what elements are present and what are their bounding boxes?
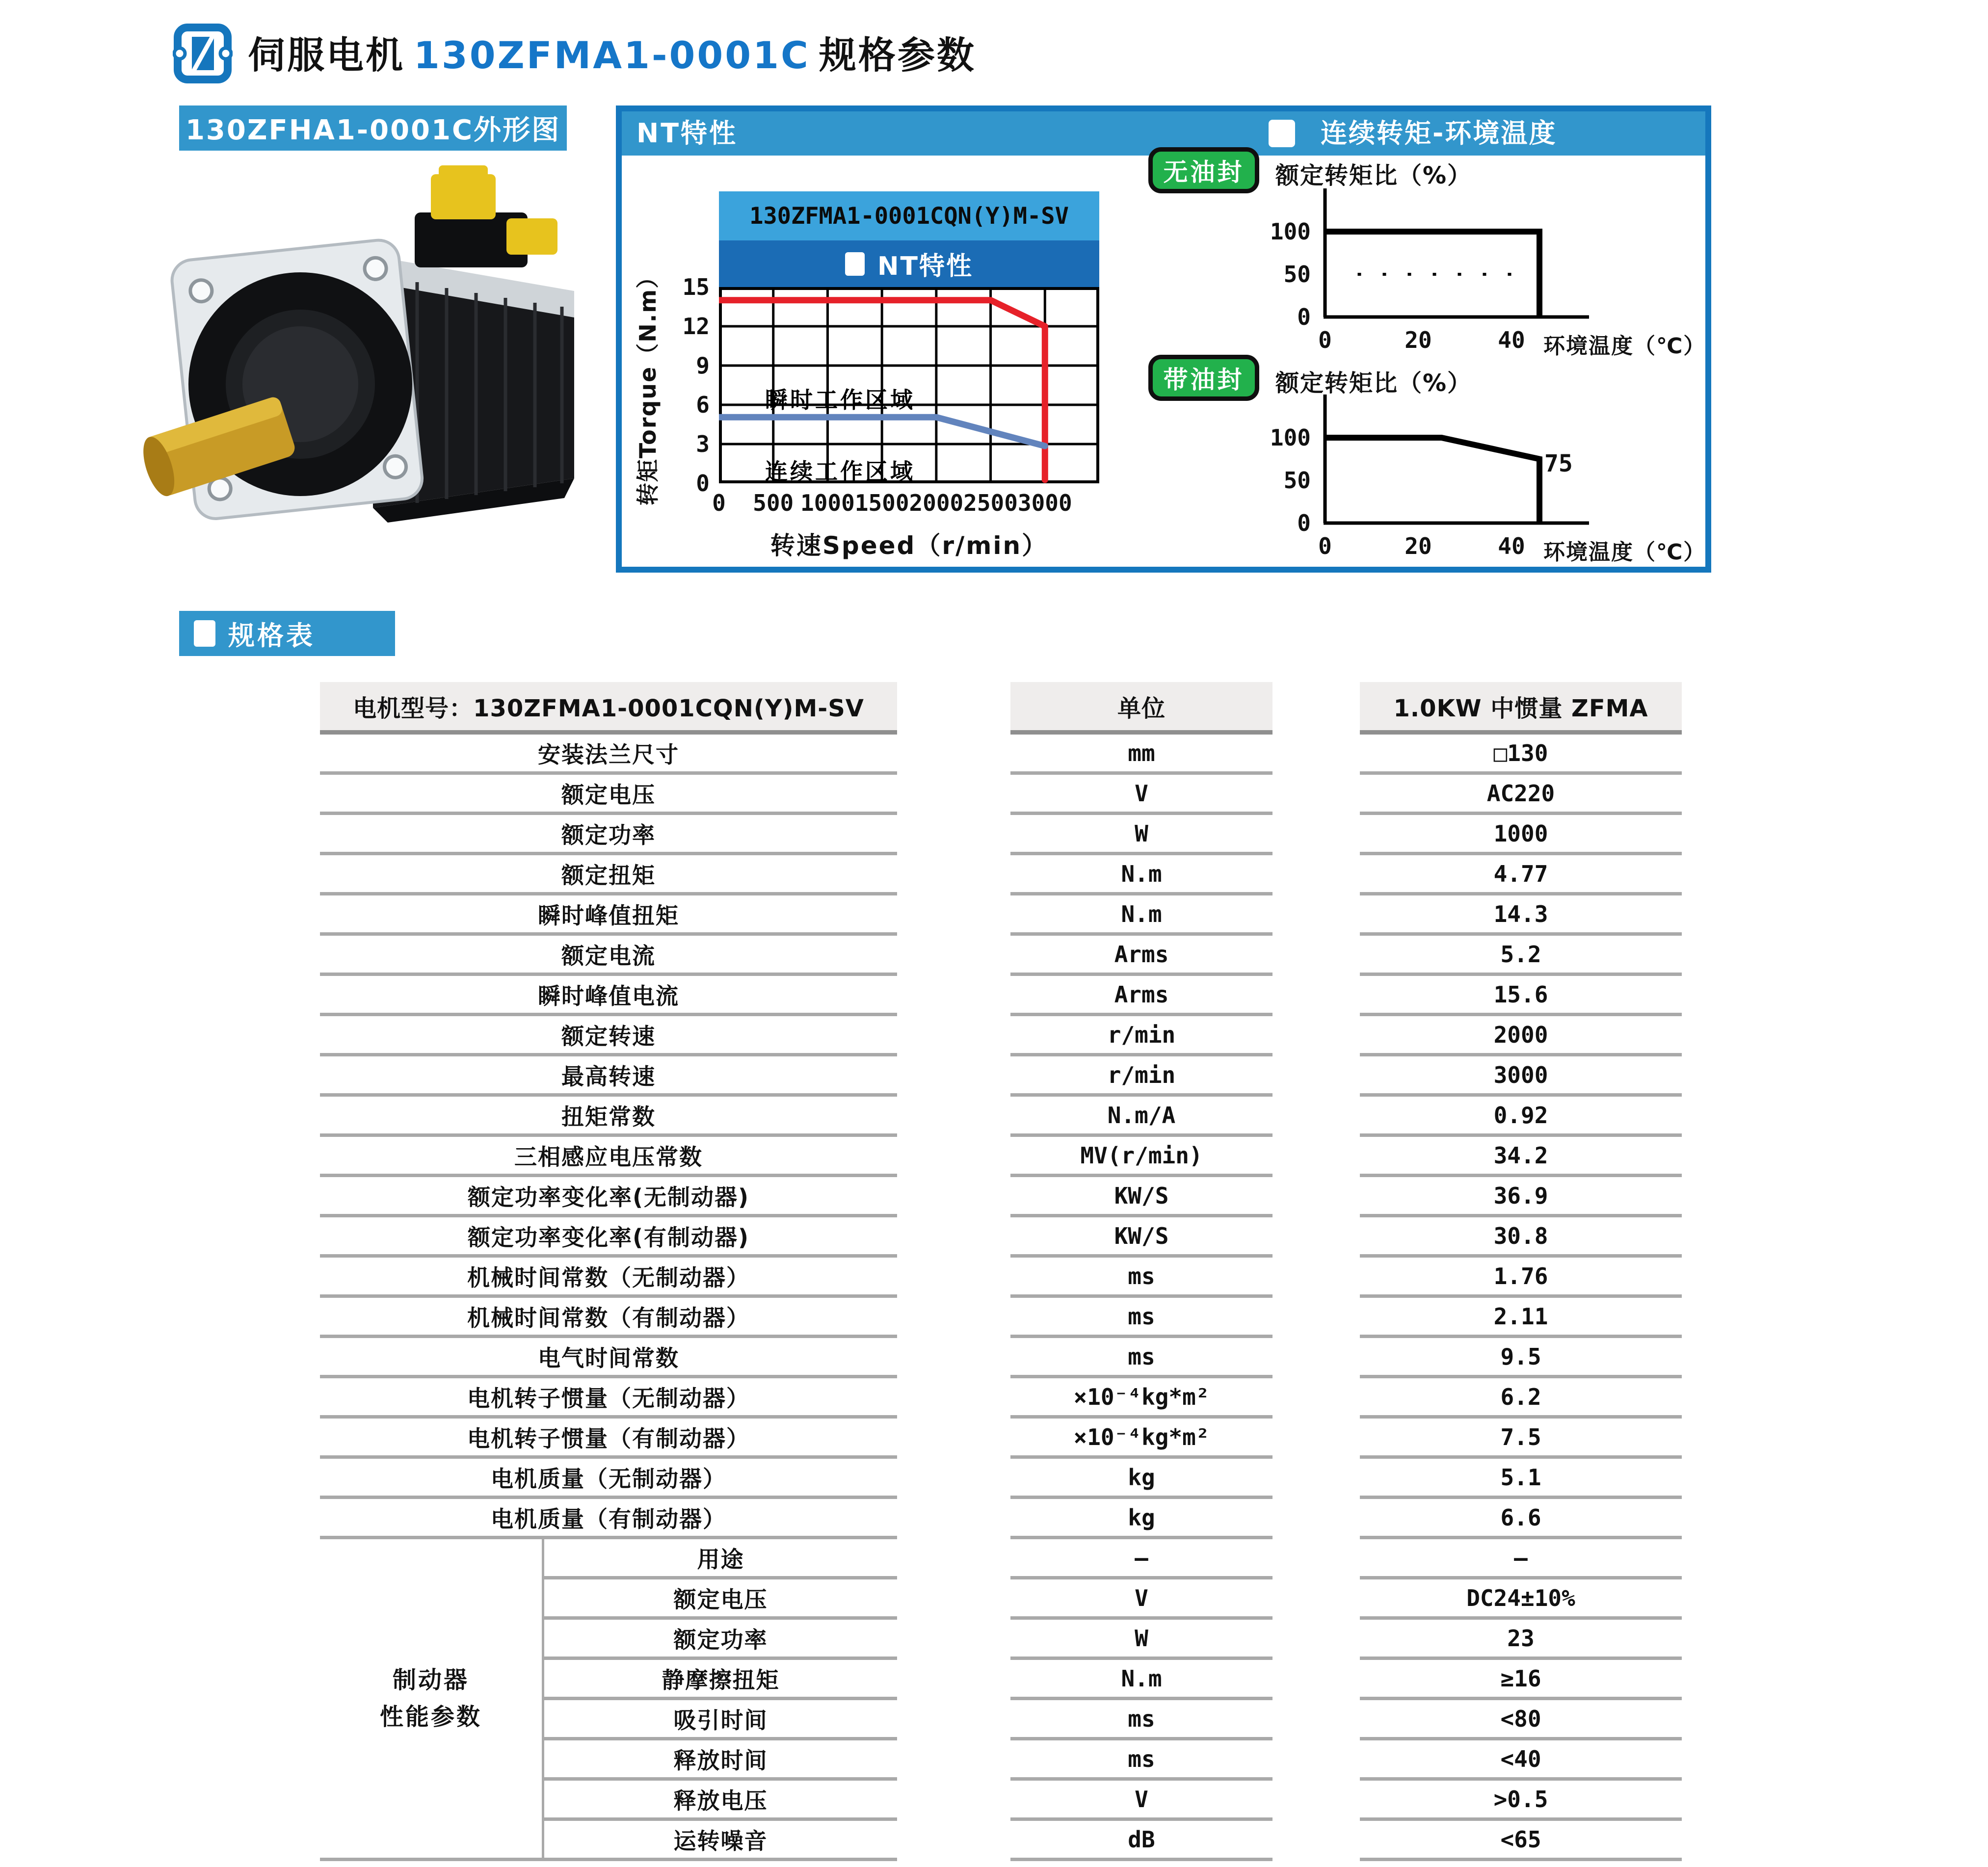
table-cell-value: 6.6 — [1360, 1499, 1682, 1539]
table-cell-unit: W — [1010, 815, 1272, 855]
y-tick-label: 50 — [1283, 467, 1311, 494]
y-tick-label: 0 — [1297, 510, 1311, 536]
table-cell-value: <80 — [1360, 1700, 1682, 1740]
column-gap — [1272, 682, 1360, 735]
table-cell-value: — — [1360, 1539, 1682, 1579]
table-cell-label: 三相感应电压常数 — [320, 1137, 897, 1177]
table-cell-value: 0.92 — [1360, 1097, 1682, 1137]
table-cell-unit: ms — [1010, 1740, 1272, 1781]
table-cell-label: 电气时间常数 — [320, 1338, 897, 1378]
y-tick-label: 50 — [1283, 261, 1311, 288]
table-cell-value: 34.2 — [1360, 1137, 1682, 1177]
nt-chart-subtitle-band — [719, 240, 1099, 287]
table-cell-unit: MV(r/min) — [1010, 1137, 1272, 1177]
column-gap — [1272, 1740, 1360, 1781]
table-cell-unit: V — [1010, 775, 1272, 815]
column-gap — [1272, 1338, 1360, 1378]
column-gap — [1272, 895, 1360, 936]
table-cell-unit: N.m/A — [1010, 1097, 1272, 1137]
nt-chart-x-ticks — [712, 490, 1099, 518]
table-cell-unit: kg — [1010, 1499, 1272, 1539]
column-gap — [897, 1660, 1010, 1700]
column-gap — [1272, 1821, 1360, 1861]
table-cell-value: 9.5 — [1360, 1338, 1682, 1378]
table-cell-label: 额定电压 — [320, 775, 897, 815]
x-tick-label: 3000 — [1017, 490, 1072, 516]
table-header-unit: 单位 — [1010, 682, 1272, 735]
table-cell-unit: ms — [1010, 1258, 1272, 1298]
column-gap — [897, 1419, 1010, 1459]
table-cell-unit: dB — [1010, 1821, 1272, 1861]
table-cell-unit: Arms — [1010, 936, 1272, 976]
nt-chart-subtitle: NT特性 — [877, 252, 973, 281]
table-cell-value: ≥16 — [1360, 1660, 1682, 1700]
column-gap — [1272, 775, 1360, 815]
table-cell-label: 额定功率变化率(有制动器) — [320, 1217, 897, 1258]
column-gap — [1272, 1056, 1360, 1097]
table-cell-label: 电机质量（无制动器） — [320, 1459, 897, 1499]
x-tick-label: 20 — [1405, 533, 1432, 559]
column-gap — [897, 1781, 1010, 1821]
table-cell-unit: V — [1010, 1781, 1272, 1821]
column-gap — [1272, 1097, 1360, 1137]
table-cell-label: 电机质量（有制动器） — [320, 1499, 897, 1539]
table-cell-label: 额定电压 — [544, 1579, 897, 1620]
table-cell-value: AC220 — [1360, 775, 1682, 815]
x-tick-label: 20 — [1405, 327, 1432, 353]
column-gap — [897, 775, 1010, 815]
table-cell-unit: Arms — [1010, 976, 1272, 1016]
x-tick-label: 40 — [1498, 533, 1525, 559]
table-cell-label: 电机转子惯量（无制动器） — [320, 1378, 897, 1419]
column-gap — [897, 1097, 1010, 1137]
table-cell-value: 4.77 — [1360, 855, 1682, 895]
column-gap — [1272, 1579, 1360, 1620]
temp-chart2-annotation: 75 — [1544, 450, 1573, 477]
instant-region-label: 瞬时工作区域 — [765, 387, 915, 413]
table-cell-value: 14.3 — [1360, 895, 1682, 936]
temp-derating-chart-no-seal — [1320, 185, 1595, 322]
table-cell-value: 5.2 — [1360, 936, 1682, 976]
table-cell-value: □130 — [1360, 735, 1682, 775]
table-cell-value: <40 — [1360, 1740, 1682, 1781]
brake-group-block — [320, 1539, 897, 1861]
table-cell-value: 1000 — [1360, 815, 1682, 855]
table-cell-unit: KW/S — [1010, 1177, 1272, 1217]
table-cell-label: 机械时间常数（有制动器） — [320, 1298, 897, 1338]
page-title-model: 130ZFMA1-0001C — [414, 33, 810, 77]
table-cell-label: 额定功率 — [544, 1620, 897, 1660]
table-cell-label: 瞬时峰值扭矩 — [320, 895, 897, 936]
page-title-suffix: 规格参数 — [819, 33, 976, 77]
column-gap — [1272, 1459, 1360, 1499]
temp-section-title: 连续转矩-环境温度 — [1321, 118, 1557, 149]
table-cell-value: 15.6 — [1360, 976, 1682, 1016]
column-gap — [1272, 976, 1360, 1016]
table-header-series: 1.0KW 中惯量 ZFMA — [1360, 682, 1682, 735]
table-cell-value: 23 — [1360, 1620, 1682, 1660]
table-cell-label: 额定功率变化率(无制动器) — [320, 1177, 897, 1217]
page-title — [248, 28, 976, 82]
y-tick-label: 0 — [696, 470, 710, 497]
column-gap — [1272, 815, 1360, 855]
table-cell-value: 7.5 — [1360, 1419, 1682, 1459]
table-cell-label: 用途 — [544, 1539, 897, 1579]
column-gap — [1272, 1660, 1360, 1700]
column-gap — [897, 1459, 1010, 1499]
brake-group-label-line: 制动器 — [392, 1666, 469, 1694]
nt-characteristics-panel — [616, 105, 1711, 573]
table-cell-value: 2000 — [1360, 1016, 1682, 1056]
table-cell-label: 额定转速 — [320, 1016, 897, 1056]
temp-chart2-x-axis-label: 环境温度（℃） — [1543, 540, 1706, 565]
column-gap — [897, 735, 1010, 775]
column-gap — [897, 682, 1010, 735]
table-cell-label: 静摩擦扭矩 — [544, 1660, 897, 1700]
y-tick-label: 0 — [1297, 304, 1311, 330]
table-cell-unit: V — [1010, 1579, 1272, 1620]
nt-panel-title: NT特性 — [636, 118, 738, 149]
nt-chart-y-axis-label: 转矩Torque（N.m） — [635, 264, 661, 506]
table-cell-value: <65 — [1360, 1821, 1682, 1861]
table-cell-label: 释放时间 — [544, 1740, 897, 1781]
table-cell-value: 2.11 — [1360, 1298, 1682, 1338]
continuous-region-label: 连续工作区域 — [765, 458, 915, 485]
table-cell-value: DC24±10% — [1360, 1579, 1682, 1620]
column-gap — [1272, 1258, 1360, 1298]
column-gap — [1272, 1137, 1360, 1177]
brake-group-label — [320, 1539, 542, 1858]
column-gap — [897, 1298, 1010, 1338]
spec-section-title: 规格表 — [228, 620, 315, 651]
column-gap — [1272, 1298, 1360, 1338]
table-cell-label: 机械时间常数（无制动器） — [320, 1258, 897, 1298]
table-cell-value: 30.8 — [1360, 1217, 1682, 1258]
table-cell-value: 36.9 — [1360, 1177, 1682, 1217]
table-cell-unit: ms — [1010, 1338, 1272, 1378]
column-gap — [897, 976, 1010, 1016]
table-cell-label: 额定功率 — [320, 815, 897, 855]
no-oil-seal-badge: 无油封 — [1148, 147, 1259, 193]
column-gap — [897, 1016, 1010, 1056]
table-cell-label: 额定电流 — [320, 936, 897, 976]
x-tick-label: 0 — [1318, 327, 1332, 353]
table-cell-value: >0.5 — [1360, 1781, 1682, 1821]
table-cell-unit: N.m — [1010, 895, 1272, 936]
column-gap — [1272, 735, 1360, 775]
table-cell-unit: mm — [1010, 735, 1272, 775]
column-gap — [1272, 1016, 1360, 1056]
table-cell-unit: ×10⁻⁴kg*m² — [1010, 1378, 1272, 1419]
brand-logo-icon — [173, 24, 233, 83]
column-gap — [897, 1338, 1010, 1378]
table-cell-unit: KW/S — [1010, 1217, 1272, 1258]
table-cell-label: 安装法兰尺寸 — [320, 735, 897, 775]
table-cell-unit: r/min — [1010, 1016, 1272, 1056]
table-cell-unit: N.m — [1010, 855, 1272, 895]
column-gap — [897, 1740, 1010, 1781]
table-cell-label: 运转噪音 — [673, 1827, 768, 1854]
table-cell-unit: N.m — [1010, 1660, 1272, 1700]
table-cell-label: 额定扭矩 — [320, 855, 897, 895]
column-gap — [897, 1217, 1010, 1258]
brake-group-label-line: 性能参数 — [379, 1703, 482, 1731]
with-oil-seal-badge: 带油封 — [1148, 355, 1259, 401]
temp-chart1-y-ticks — [1234, 185, 1313, 330]
column-gap — [1272, 1620, 1360, 1660]
table-cell-value: 3000 — [1360, 1056, 1682, 1097]
column-gap — [1272, 936, 1360, 976]
table-cell-unit: ms — [1010, 1298, 1272, 1338]
square-bullet-icon — [845, 252, 865, 276]
brake-sub-rows — [542, 1539, 897, 1858]
column-gap — [1272, 1499, 1360, 1539]
column-gap — [897, 895, 1010, 936]
temp-chart2-title: 额定转矩比（%） — [1275, 369, 1472, 397]
nt-chart-model-title: 130ZFMA1-0001CQN(Y)M-SV — [719, 191, 1099, 240]
column-gap — [897, 1499, 1010, 1539]
x-tick-label: 2000 — [909, 490, 964, 516]
table-cell-label: 扭矩常数 — [320, 1097, 897, 1137]
square-bullet-icon — [1269, 120, 1295, 147]
column-gap — [897, 936, 1010, 976]
temp-chart1-title: 额定转矩比（%） — [1275, 162, 1472, 189]
nt-chart-x-axis-label: 转速Speed（r/min） — [770, 531, 1048, 560]
column-gap — [897, 1177, 1010, 1217]
x-tick-label: 0 — [1318, 533, 1332, 559]
x-tick-label: 1000 — [800, 490, 855, 516]
y-tick-label: 100 — [1270, 218, 1311, 245]
column-gap — [1272, 1700, 1360, 1740]
x-tick-label: 1500 — [854, 490, 909, 516]
table-cell-unit: r/min — [1010, 1056, 1272, 1097]
column-gap — [897, 1137, 1010, 1177]
y-tick-label: 6 — [696, 392, 710, 418]
motor-photo — [142, 159, 609, 569]
column-gap — [897, 1700, 1010, 1740]
column-gap — [1272, 1781, 1360, 1821]
table-cell-label: 释放电压 — [544, 1781, 897, 1821]
y-tick-label: 15 — [682, 274, 710, 300]
temp-chart1-x-axis-label: 环境温度（℃） — [1543, 334, 1706, 359]
table-cell-label: 吸引时间 — [544, 1700, 897, 1740]
column-gap — [897, 1056, 1010, 1097]
column-gap — [1272, 1419, 1360, 1459]
y-tick-label: 3 — [696, 431, 710, 457]
x-tick-label: 0 — [712, 490, 726, 516]
column-gap — [897, 1378, 1010, 1419]
column-gap — [897, 1821, 1010, 1861]
column-gap — [897, 1579, 1010, 1620]
column-gap — [1272, 1378, 1360, 1419]
table-cell-unit: ms — [1010, 1700, 1272, 1740]
table-cell-label: 最高转速 — [320, 1056, 897, 1097]
table-cell-value: 1.76 — [1360, 1258, 1682, 1298]
column-gap — [1272, 1217, 1360, 1258]
y-tick-label: 100 — [1270, 424, 1311, 451]
column-gap — [1272, 1539, 1360, 1579]
column-gap — [897, 1539, 1010, 1579]
table-cell-value: 6.2 — [1360, 1378, 1682, 1419]
column-gap — [897, 815, 1010, 855]
table-cell-unit: W — [1010, 1620, 1272, 1660]
page-title-prefix: 伺服电机 — [248, 33, 405, 77]
square-bullet-icon — [194, 620, 215, 647]
outline-card-header: 130ZFHA1-0001C外形图 — [179, 105, 567, 151]
y-tick-label: 9 — [696, 352, 710, 379]
column-gap — [897, 1620, 1010, 1660]
x-tick-label: 2500 — [963, 490, 1018, 516]
temp-chart2-y-ticks — [1234, 392, 1313, 536]
spec-table — [320, 682, 1682, 1861]
table-cell-label: 电机转子惯量（有制动器） — [320, 1419, 897, 1459]
table-header-model: 电机型号：130ZFMA1-0001CQN(Y)M-SV — [320, 682, 897, 735]
column-gap — [1272, 855, 1360, 895]
x-tick-label: 500 — [753, 490, 794, 516]
spec-section-header — [179, 611, 395, 656]
column-gap — [1272, 1177, 1360, 1217]
table-cell-unit: — — [1010, 1539, 1272, 1579]
table-cell-label: 瞬时峰值电流 — [320, 976, 897, 1016]
table-cell-value: 5.1 — [1360, 1459, 1682, 1499]
y-tick-label: 12 — [682, 313, 710, 340]
x-tick-label: 40 — [1498, 327, 1525, 353]
column-gap — [897, 855, 1010, 895]
column-gap — [897, 1258, 1010, 1298]
table-cell-unit: kg — [1010, 1459, 1272, 1499]
table-cell-unit: ×10⁻⁴kg*m² — [1010, 1419, 1272, 1459]
